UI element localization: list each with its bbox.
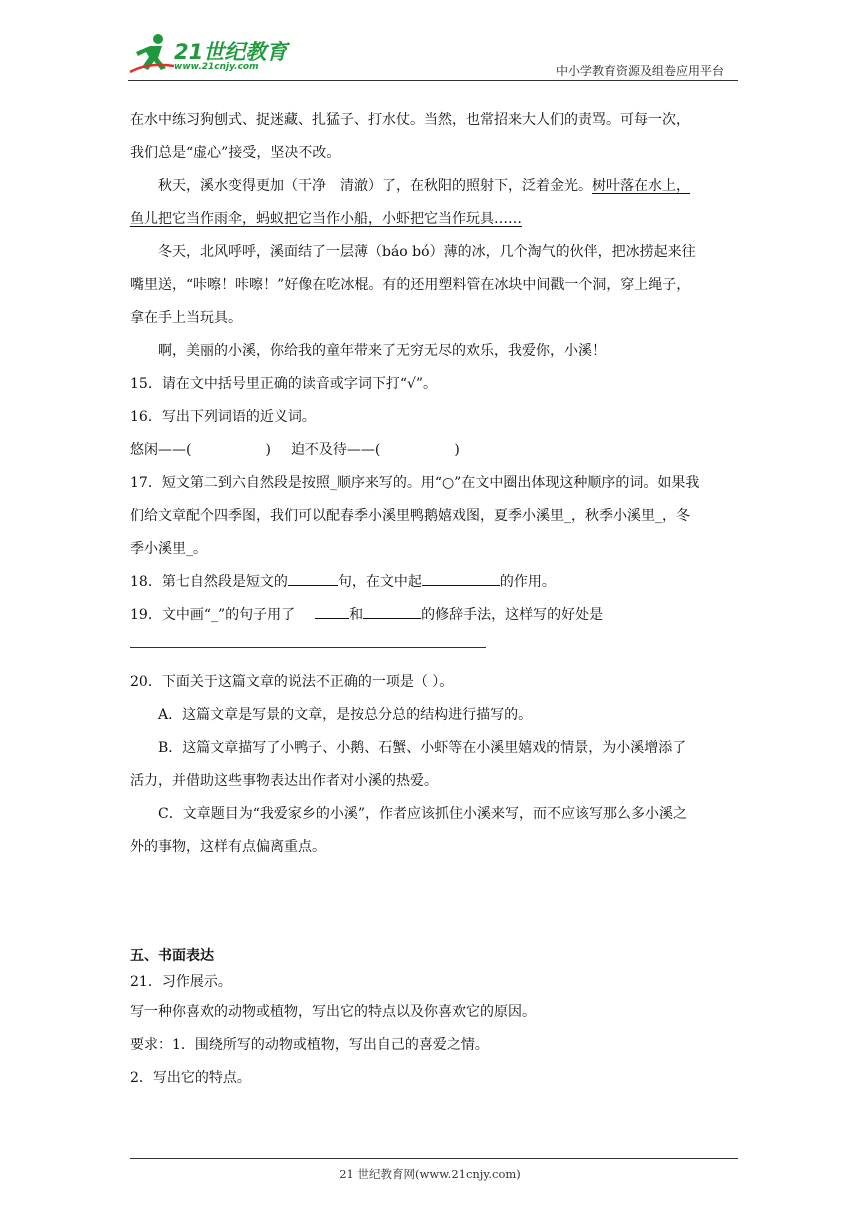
question-16-answers [130,434,740,467]
option-c: C．文章题目为“我爱家乡的小溪”，作者应该抓住小溪来写，而不应该写那么多小溪之 [158,806,688,822]
answer-line[interactable] [130,646,486,648]
passage-line: 拿在手上当玩具。 [130,310,242,326]
requirement-1: 要求：1．围绕所写的动物或植物，写出自己的喜爱之情。 [130,1037,489,1053]
question-15: 15．请在文中括号里正确的读音或字词下打“√”。 [130,376,438,392]
answer-blank[interactable] [422,571,500,586]
underlined-sentence: 鱼儿把它当作雨伞，蚂蚁把它当作小船，小虾把它当作玩具…… [130,211,522,227]
passage-text: 秋天，溪水变得更加（干净 清澈）了，在秋阳的照射下，泛着金光。 [158,178,592,194]
question-17-cont: 季小溪里_。 [130,541,207,557]
question-17: 17．短文第二到六自然段是按照_顺序来写的。用“○”在文中圈出体现这种顺序的词。如果我 [130,475,700,491]
footer-divider [130,1158,738,1159]
document-body [130,104,740,1095]
question-20: 20．下面关于这篇文章的说法不正确的一项是（ ）。 [130,674,454,690]
passage-line: 嘴里送，“咔嚓！咔嚓！”好像在吃冰棍。有的还用塑料管在冰块中间戳一个洞，穿上绳子， [130,277,691,293]
synonym-word-2: 迫不及待——( [290,442,381,458]
answer-blank[interactable] [288,571,338,586]
runner-icon [128,32,176,76]
requirement-2: 2．写出它的特点。 [130,1070,251,1086]
underlined-sentence: 树叶落在水上， [592,178,690,194]
header-divider [128,80,738,81]
question-17-cont: 们给文章配个四季图，我们可以配春季小溪里鸭鹅嬉戏图，夏季小溪里_，秋季小溪里_，冬 [130,508,690,524]
option-b-cont: 活力，并借助这些事物表达出作者对小溪的热爱。 [130,773,438,789]
logo-url: www.21cnjy.com [174,62,259,72]
question-21: 21．习作展示。 [130,974,232,990]
passage-line [130,170,740,203]
option-b: B．这篇文章描写了小鸭子、小鹅、石蟹、小虾等在小溪里嬉戏的情景，为小溪增添了 [158,740,687,756]
paren-close: ) [265,442,271,458]
page-header [128,28,738,80]
section-title: 五、书面表达 [130,948,214,964]
writing-prompt: 写一种你喜欢的动物或植物，写出它的特点以及你喜欢它的原因。 [130,1004,536,1020]
passage-line [130,203,740,236]
question-19: 19．文中画“_”的句子用了 和 的修辞手法，这样写的好处是 [130,599,740,632]
synonym-word-1: 悠闲——( [130,442,192,458]
passage-line: 在水中练习狗刨式、捉迷藏、扎猛子、打水仗。当然，也常招来大人们的责骂。可每一次， [130,112,690,128]
passage-line: 我们总是“虚心”接受，坚决不改。 [130,145,341,161]
question-16: 16．写出下列词语的近义词。 [130,409,316,425]
answer-blank[interactable] [363,604,421,619]
logo [128,32,298,76]
question-18: 18．第七自然段是短文的 句，在文中起 的作用。 [130,566,740,599]
passage-line: 啊，美丽的小溪，你给我的童年带来了无穷无尽的欢乐，我爱你，小溪！ [158,343,606,359]
logo-title: 21世纪教育 [174,40,288,64]
option-c-cont: 外的事物，这样有点偏离重点。 [130,839,326,855]
platform-name: 中小学教育资源及组卷应用平台 [555,64,724,78]
passage-line: 冬天，北风呼呼，溪面结了一层薄（báo bó）薄的冰，几个淘气的伙伴，把冰捞起来往 [158,244,696,260]
answer-blank[interactable] [315,604,349,619]
paren-close: ) [454,442,460,458]
page-footer: 21 世纪教育网(www.21cnjy.com) [339,1167,521,1181]
option-a: A．这篇文章是写景的文章，是按总分总的结构进行描写的。 [158,707,533,723]
